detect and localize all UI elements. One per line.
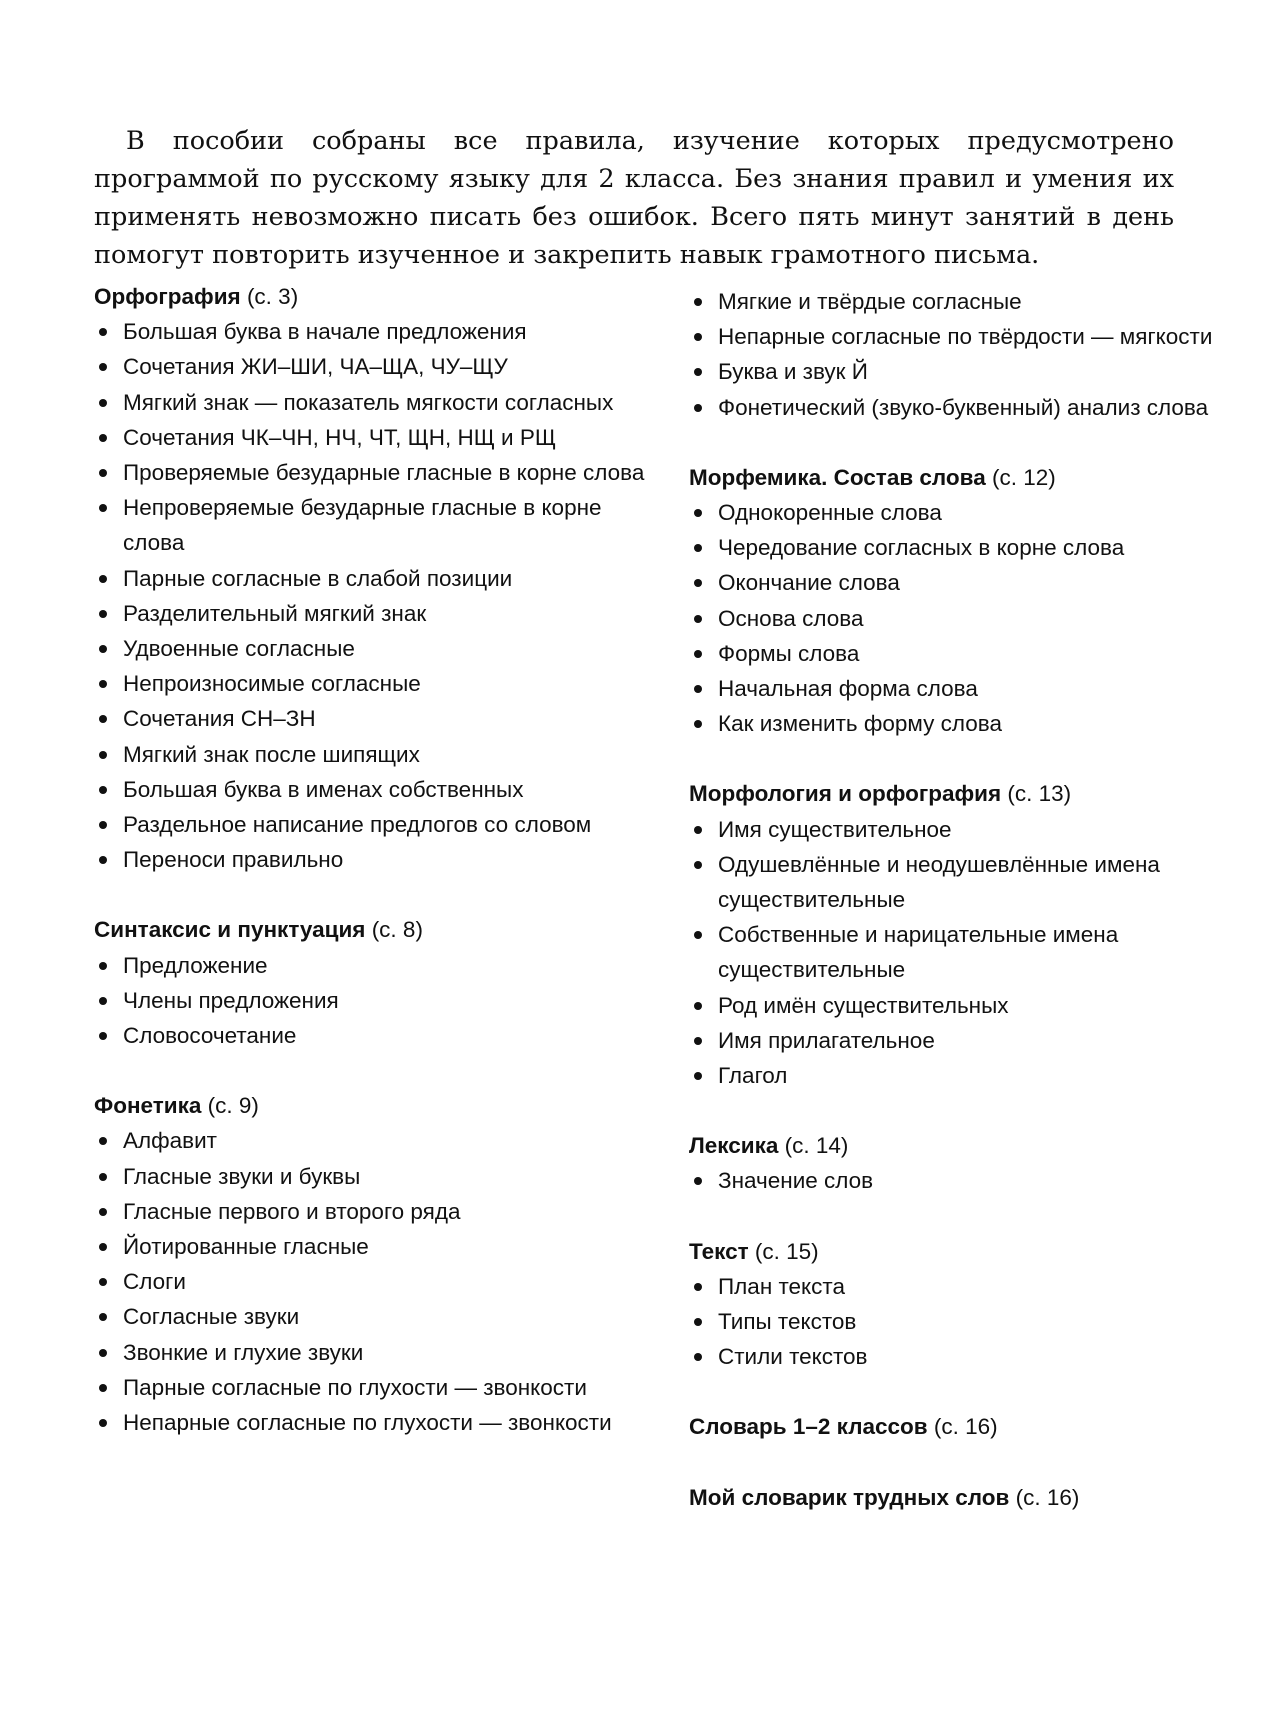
toc-section	[94, 279, 654, 877]
topic-list-item: Буква и звук Й	[689, 354, 1229, 389]
section-heading	[94, 912, 654, 947]
topic-list	[94, 948, 654, 1054]
toc-section	[94, 1088, 654, 1440]
topic-list-item: План текста	[689, 1269, 1229, 1304]
topic-list-item: Как изменить форму слова	[689, 706, 1229, 741]
topic-list	[94, 1123, 654, 1440]
topic-list-item: Непарные согласные по твёрдости — мягкости	[689, 319, 1229, 354]
topic-list-item: Значение слов	[689, 1163, 1229, 1198]
topic-list-item: Имя прилагательное	[689, 1023, 1229, 1058]
topic-list-item: Непарные согласные по глухости — звонкости	[94, 1405, 654, 1440]
topic-list-item: Удвоенные согласные	[94, 631, 654, 666]
left-column	[94, 279, 654, 1475]
topic-list-item: Имя существительное	[689, 812, 1229, 847]
topic-list-item: Сочетания ЧК–ЧН, НЧ, ЧТ, ЩН, НЩ и РЩ	[94, 420, 654, 455]
topic-list-item: Чередование согласных в корне слова	[689, 530, 1229, 565]
topic-list-item: Алфавит	[94, 1123, 654, 1158]
topic-list-item: Непроверяемые безударные гласные в корне слова	[94, 490, 654, 560]
section-title: Орфография	[94, 284, 241, 309]
toc-section	[689, 1480, 1229, 1515]
section-heading	[689, 1480, 1229, 1515]
topic-list	[689, 1269, 1229, 1375]
toc-section	[689, 1234, 1229, 1375]
topic-list-item: Сочетания СН–ЗН	[94, 701, 654, 736]
topic-list-item: Парные согласные по глухости — звонкости	[94, 1370, 654, 1405]
topic-list-item: Глагол	[689, 1058, 1229, 1093]
section-heading	[94, 1088, 654, 1123]
topic-list	[689, 1163, 1229, 1198]
section-page-ref: (с. 13)	[1007, 781, 1072, 807]
topic-list-item: Словосочетание	[94, 1018, 654, 1053]
right-column	[689, 284, 1229, 1550]
continued-list	[689, 284, 1229, 425]
section-heading	[689, 1128, 1229, 1163]
topic-list-item: Переноси правильно	[94, 842, 654, 877]
toc-section	[689, 1409, 1229, 1444]
topic-list-item: Йотированные гласные	[94, 1229, 654, 1264]
section-page-ref: (с. 16)	[1015, 1484, 1080, 1510]
section-title: Текст	[689, 1238, 749, 1264]
toc-section	[689, 1128, 1229, 1198]
topic-list-item: Раздельное написание предлогов со словом	[94, 807, 654, 842]
topic-list	[94, 314, 654, 877]
topic-list-item: Разделительный мягкий знак	[94, 596, 654, 631]
topic-list-item: Парные согласные в слабой позиции	[94, 561, 654, 596]
section-title: Морфемика. Состав слова	[689, 464, 986, 490]
topic-list-item: Мягкие и твёрдые согласные	[689, 284, 1229, 319]
intro-paragraph: В пособии собраны все правила, изучение которых предусмотрено программой по русскому языку для 2 класса. Без знания правил и умения их применять невозможно писать без ошибок. Всего пять минут занятий в день помогут повторить изученное и закрепить навык грамотного письма.	[94, 125, 1174, 270]
topic-list-item: Типы текстов	[689, 1304, 1229, 1339]
topic-list-item: Стили текстов	[689, 1339, 1229, 1374]
section-title: Синтаксис и пунктуация	[94, 917, 366, 943]
toc-section	[689, 460, 1229, 742]
topic-list-item: Звонкие и глухие звуки	[94, 1335, 654, 1370]
topic-list-item: Формы слова	[689, 636, 1229, 671]
section-page-ref: (с. 14)	[784, 1133, 849, 1159]
topic-list-item: Сочетания ЖИ–ШИ, ЧА–ЩА, ЧУ–ЩУ	[94, 349, 654, 384]
topic-list-item: Большая буква в начале предложения	[94, 314, 654, 349]
topic-list	[689, 495, 1229, 741]
topic-list-item: Основа слова	[689, 601, 1229, 636]
topic-list-item: Гласные звуки и буквы	[94, 1159, 654, 1194]
section-heading	[689, 460, 1229, 495]
toc-section	[94, 912, 654, 1053]
section-heading	[689, 1234, 1229, 1269]
section-page-ref: (с. 3)	[246, 284, 299, 309]
topic-list-item: Согласные звуки	[94, 1299, 654, 1334]
topic-list-item: Начальная форма слова	[689, 671, 1229, 706]
topic-list-item: Одушевлённые и неодушевлённые имена существительные	[689, 847, 1229, 917]
section-heading	[689, 776, 1229, 811]
topic-list-item: Гласные первого и второго ряда	[94, 1194, 654, 1229]
topic-list-item: Большая буква в именах собственных	[94, 772, 654, 807]
section-title: Словарь 1–2 классов	[689, 1414, 928, 1440]
section-page-ref: (с. 15)	[754, 1238, 819, 1264]
topic-list-item: Собственные и нарицательные имена существительные	[689, 917, 1229, 987]
section-heading	[689, 1409, 1229, 1444]
topic-list-item: Проверяемые безударные гласные в корне слова	[94, 455, 654, 490]
section-page-ref: (с. 8)	[371, 917, 423, 943]
topic-list	[689, 812, 1229, 1094]
topic-list-item: Члены предложения	[94, 983, 654, 1018]
section-page-ref: (с. 12)	[991, 464, 1056, 490]
section-page-ref: (с. 9)	[207, 1093, 259, 1119]
section-title: Мой словарик трудных слов	[689, 1484, 1010, 1510]
section-heading	[94, 279, 654, 314]
topic-list-item: Род имён существительных	[689, 988, 1229, 1023]
section-title: Лексика	[689, 1133, 779, 1159]
topic-list-item: Окончание слова	[689, 565, 1229, 600]
toc-section	[689, 776, 1229, 1093]
topic-list-item: Мягкий знак после шипящих	[94, 737, 654, 772]
topic-list-item: Непроизносимые согласные	[94, 666, 654, 701]
section-page-ref: (с. 16)	[933, 1414, 998, 1440]
section-title: Фонетика	[94, 1093, 202, 1119]
topic-list-item: Однокоренные слова	[689, 495, 1229, 530]
topic-list-item: Слоги	[94, 1264, 654, 1299]
topic-list-item: Предложение	[94, 948, 654, 983]
topic-list-item: Фонетический (звуко-буквенный) анализ слова	[689, 390, 1229, 425]
section-title: Морфология и орфография	[689, 781, 1002, 807]
topic-list-item: Мягкий знак — показатель мягкости согласных	[94, 385, 654, 420]
